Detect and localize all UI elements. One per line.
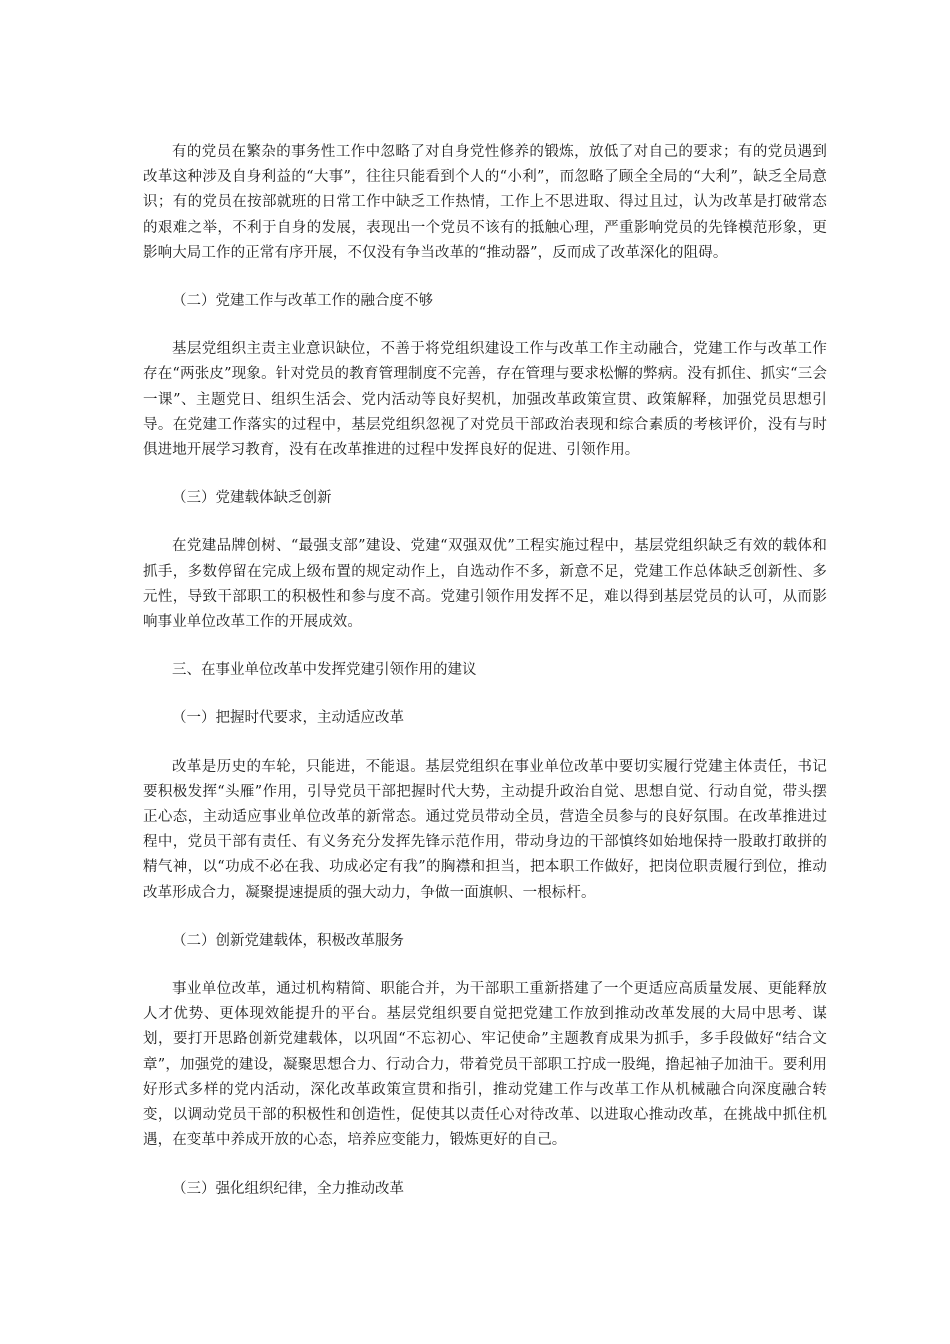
paragraph-member-attitude: 有的党员在繁杂的事务性工作中忽略了对自身党性修养的锻炼，放低了对自己的要求；有的党员遇到改革这种涉及自身利益的“大事”，往往只能看到个人的“小利”，而忽略了顾全全局的“大利”，缺乏全局意识；有的党员在按部就班的日常工作中缺乏工作热情，工作上不思进取、得过且过，认为改革是打破常态的艰难之举，不利于自身的发展，表现出一个党员不该有的抵触心理，严重影响党员的先锋模范形象，更影响大局工作的正常有序开展，不仅没有争当改革的“推动器”，反而成了改革深化的阻碍。 bbox=[143, 144, 827, 261]
heading-integration-insufficient: （二）党建工作与改革工作的融合度不够 bbox=[172, 293, 433, 310]
heading-adapt-reform: （一）把握时代要求，主动适应改革 bbox=[172, 710, 404, 727]
heading-carrier-innovation: （三）党建载体缺乏创新 bbox=[172, 490, 332, 507]
paragraph-innovate-carrier: 事业单位改革，通过机构精简、职能合并，为干部职工重新搭建了一个更适应高质量发展、更能释放人才优势、更体现效能提升的平台。基层党组织要自觉把党建工作放到推动改革发展的大局中思考、谋划，要打开思路创新党建载体，以巩固“不忘初心、牢记使命”主题教育成果为抓手，多手段做好“结合文章”，加强党的建设，凝聚思想合力、行动合力，带着党员干部职工拧成一股绳，撸起袖子加油干。要利用好形式多样的党内活动，深化改革政策宣贯和指引，推动党建工作与改革工作从机械融合向深度融合转变，以调动党员干部的积极性和创造性，促使其以责任心对待改革、以进取心推动改革，在挑战中抓住机遇，在变革中养成开放的心态，培养应变能力，锻炼更好的自己。 bbox=[143, 981, 827, 1149]
heading-discipline: （三）强化组织纪律，全力推动改革 bbox=[172, 1180, 404, 1197]
paragraph-adapt-reform: 改革是历史的车轮，只能进，不能退。基层党组织在事业单位改革中要切实履行党建主体责任，书记要积极发挥“头雁”作用，引导党员干部把握时代大势，主动提升政治自觉、思想自觉、行动自觉，带头摆正心态，主动适应事业单位改革的新常态。通过党员带动全员，营造全员参与的良好氛围。在改革推进过程中，党员干部有责任、有义务充分发挥先锋示范作用，带动身边的干部慎终如始地保持一股敢打敢拼的精气神，以“功成不必在我、功成必定有我”的胸襟和担当，把本职工作做好，把岗位职责履行到位，推动改革形成合力，凝聚提速提质的强大动力，争做一面旗帜、一根标杆。 bbox=[143, 758, 827, 901]
heading-innovate-carrier: （二）创新党建载体，积极改革服务 bbox=[172, 932, 404, 949]
paragraph-integration: 基层党组织主责主业意识缺位，不善于将党组织建设工作与改革工作主动融合，党建工作与改革工作存在“两张皮”现象。针对党员的教育管理制度不完善，存在管理与要求松懈的弊病。没有抓住、抓实“三会一课”、主题党日、组织生活会、党内活动等良好契机，加强改革政策宣贯、政策解释，加强党员思想引导。在党建工作落实的过程中，基层党组织忽视了对党员干部政治表现和综合素质的考核评价，没有与时俱进地开展学习教育，没有在改革推进的过程中发挥良好的促进、引领作用。 bbox=[143, 341, 827, 459]
document-page bbox=[143, 140, 827, 1202]
paragraph-carrier: 在党建品牌创树、“最强支部”建设、党建“双强双优”工程实施过程中，基层党组织缺乏有效的载体和抓手，多数停留在完成上级布置的规定动作上，自选动作不多，新意不足，党建工作总体缺乏创新性、多元性，导致干部职工的积极性和参与度不高。党建引领作用发挥不足，难以得到基层党员的认可，从而影响事业单位改革工作的开展成效。 bbox=[143, 538, 827, 631]
heading-section-three: 三、在事业单位改革中发挥党建引领作用的建议 bbox=[172, 662, 477, 679]
